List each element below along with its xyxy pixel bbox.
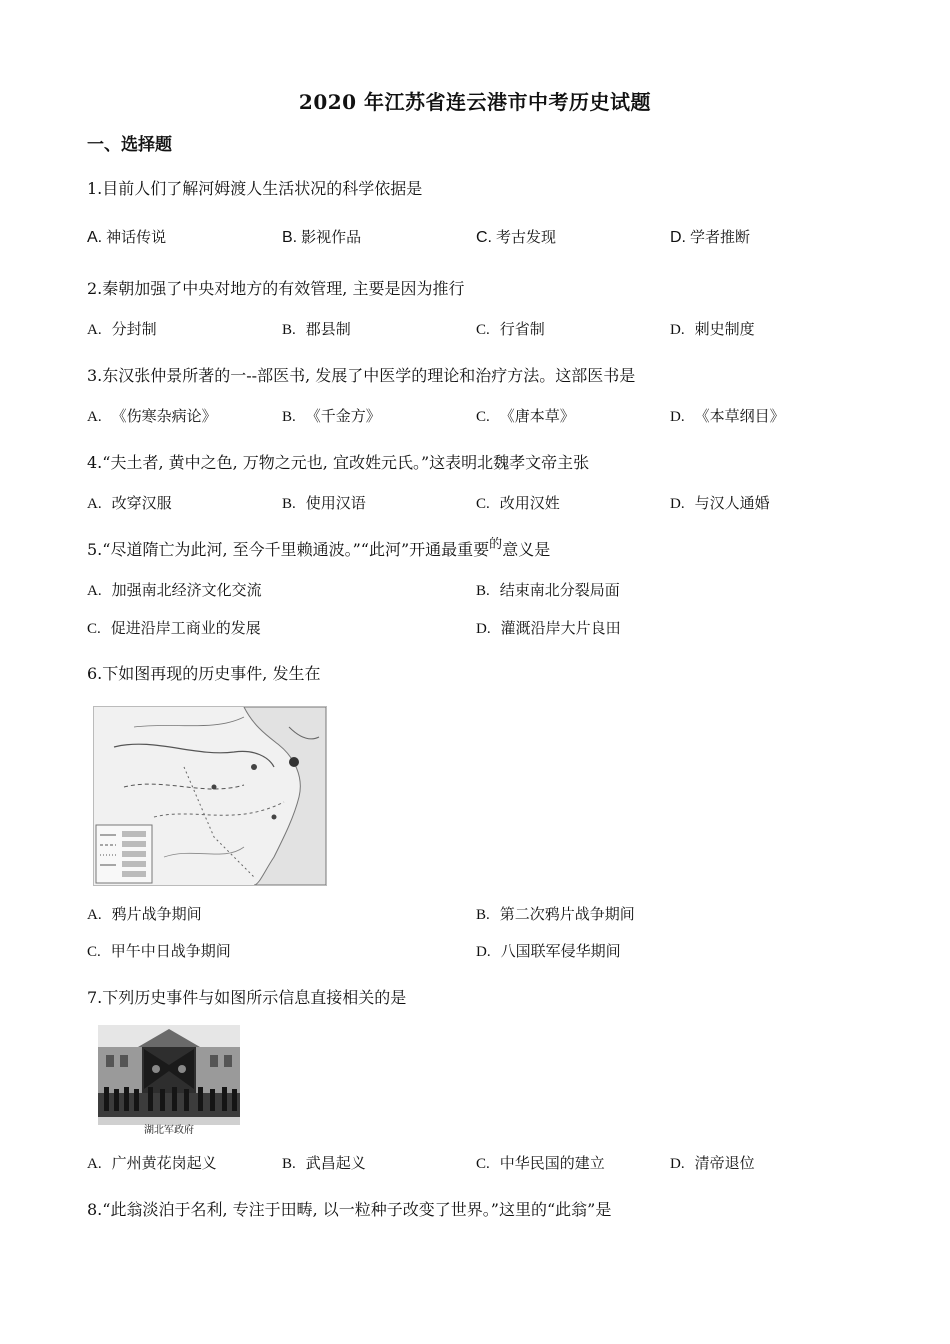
q3-option-a[interactable]: A. 《伤寒杂病论》 xyxy=(87,407,217,425)
q5-option-b[interactable]: B. 结束南北分裂局面 xyxy=(476,581,620,599)
q7-option-b[interactable]: B. 武昌起义 xyxy=(282,1154,366,1172)
question-7-stem: 7.下列历史事件与如图所示信息直接相关的是 xyxy=(87,988,407,1007)
q6-option-a[interactable]: A. 鸦片战争期间 xyxy=(87,905,202,923)
q2-option-b[interactable]: B. 郡县制 xyxy=(282,320,351,338)
q6-option-c[interactable]: C. 甲午中日战争期间 xyxy=(87,942,231,960)
war-map-drawing xyxy=(94,707,326,885)
q2-option-d[interactable]: D. 刺史制度 xyxy=(670,320,755,338)
q4-option-a[interactable]: A. 改穿汉服 xyxy=(87,494,172,512)
q5-option-c[interactable]: C. 促进沿岸工商业的发展 xyxy=(87,619,261,637)
building-photo-drawing xyxy=(98,1025,240,1125)
question-2-stem: 2.秦朝加强了中央对地方的有效管理, 主要是因为推行 xyxy=(87,279,465,298)
question-3-stem: 3.东汉张仲景所著的一--部医书, 发展了中医学的理论和治疗方法。这部医书是 xyxy=(87,366,636,385)
historical-war-map-image xyxy=(93,706,327,886)
q7-option-a[interactable]: A. 广州黄花岗起义 xyxy=(87,1154,217,1172)
q1-option-b[interactable]: B. 影视作品 xyxy=(282,228,362,246)
question-8-stem: 8.“此翁淡泊于名利, 专注于田畴, 以一粒种子改变了世界。”这里的“此翁”是 xyxy=(87,1200,612,1219)
q1-option-d[interactable]: D. 学者推断 xyxy=(670,228,751,246)
q2-option-c[interactable]: C. 行省制 xyxy=(476,320,545,338)
q2-option-a[interactable]: A. 分封制 xyxy=(87,320,157,338)
q1-option-c[interactable]: C. 考古发现 xyxy=(476,228,557,246)
q7-option-d[interactable]: D. 清帝退位 xyxy=(670,1154,755,1172)
hubei-military-government-photo xyxy=(98,1025,240,1137)
q4-option-c[interactable]: C. 改用汉姓 xyxy=(476,494,560,512)
q1-option-a[interactable]: A. 神话传说 xyxy=(87,228,167,246)
photo-caption: 湖北军政府 xyxy=(144,1125,194,1136)
q3-option-b[interactable]: B. 《千金方》 xyxy=(282,407,381,425)
q3-option-c[interactable]: C. 《唐本草》 xyxy=(476,407,575,425)
question-6-stem: 6.下如图再现的历史事件, 发生在 xyxy=(87,664,321,683)
q5-option-d[interactable]: D. 灌溉沿岸大片良田 xyxy=(476,619,621,637)
q7-option-c[interactable]: C. 中华民国的建立 xyxy=(476,1154,605,1172)
page-title: 2020 年江苏省连云港市中考历史试题 xyxy=(298,90,652,114)
q3-option-d[interactable]: D. 《本草纲目》 xyxy=(670,407,785,425)
question-4-stem: 4.“夫土者, 黄中之色, 万物之元也, 宜改姓元氏。”这表明北魏孝文帝主张 xyxy=(87,453,590,472)
question-1-stem: 1.目前人们了解河姆渡人生活状况的科学依据是 xyxy=(87,179,423,198)
question-5-stem: 5.“尽道隋亡为此河, 至今千里赖通波。”“此河”开通最重要$^的$意义是 xyxy=(87,537,551,559)
q6-option-b[interactable]: B. 第二次鸦片战争期间 xyxy=(476,905,635,923)
section-heading: 一、选择题 xyxy=(87,135,172,155)
q5-option-a[interactable]: A. 加强南北经济文化交流 xyxy=(87,581,262,599)
q4-option-d[interactable]: D. 与汉人通婚 xyxy=(670,494,770,512)
q4-option-b[interactable]: B. 使用汉语 xyxy=(282,494,366,512)
q6-option-d[interactable]: D. 八国联军侵华期间 xyxy=(476,942,621,960)
